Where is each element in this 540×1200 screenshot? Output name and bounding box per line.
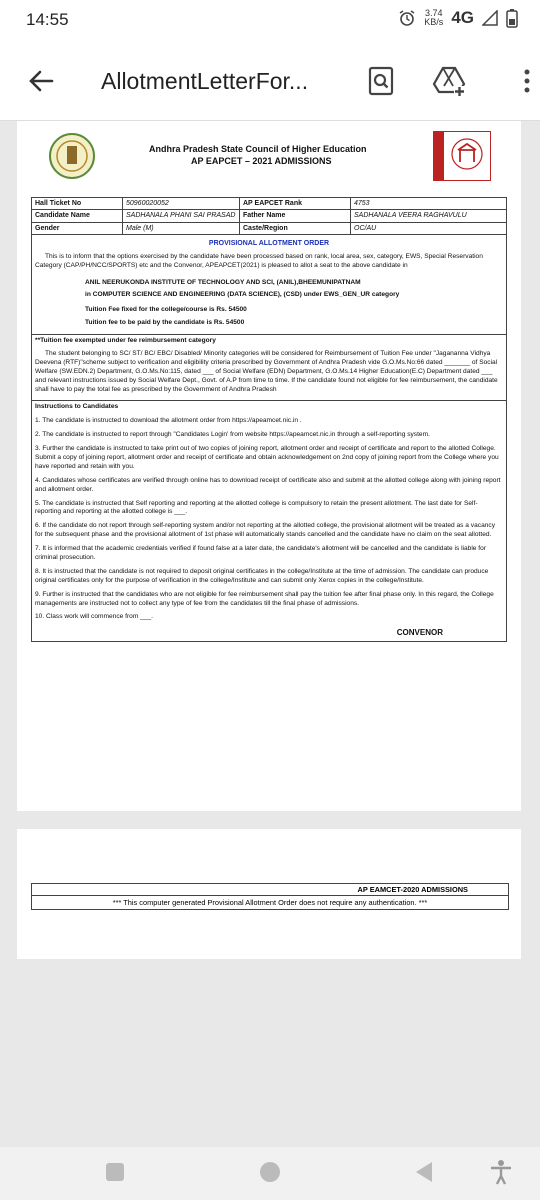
battery-icon <box>506 8 518 28</box>
pdf-viewer[interactable] <box>0 121 540 1147</box>
gender-label: Gender <box>32 222 123 234</box>
status-time: 14:55 <box>26 10 69 29</box>
reimbursement-paragraph: The student belonging to SC/ ST/ BC/ EBC/ Disabled/ Minority categories will be considered for Reimbursement of Tuition Fee under "Jagananna Vidhya Deevena (RTF)"scheme subject to verification and eligibility criteria prescribed by Government of Andhra Pradesh vide G.O.Ms.No:66 dated _______ of Social Welfare (SW.EDN.2) Department, G.O.Ms.No:115, dated ___ of Social Welfare (EDN) Department, G.O.Ms.14 Higher Education(E.C) Department dated ___ and relevant instructions issued by Social Welfare Dept., Govt. of A.P from time to time. If the candidate found not eligible for fee reimbursement, the candidate shall have to pay the total fee as prescribed by the Government of Andhra Pradesh <box>35 349 498 393</box>
candidate-name-label: Candidate Name <box>32 210 123 222</box>
table-row <box>32 198 507 210</box>
table-row <box>32 210 507 222</box>
back-nav-icon[interactable] <box>410 1157 440 1187</box>
allotment-section <box>31 235 507 335</box>
tuition-fee-to-pay: Tuition fee to be paid by the candidate is Rs. 54500 <box>85 319 245 327</box>
fee-exempt-note: **Tuition fee exempted under fee reimbursement category <box>35 337 216 345</box>
instruction-item: 10. Class work will commence from ___. <box>35 613 153 621</box>
instructions-section <box>31 401 507 642</box>
instruction-item: 7. It is informed that the academic credentials verified if found false at a later date, the candidate's allotment will be cancelled and the candidate is liable for criminal prosecution. <box>35 545 486 562</box>
hall-ticket-value: 50960020052 <box>123 198 240 210</box>
apsche-logo-icon <box>433 131 491 181</box>
instruction-item: 8. It is instructed that the candidate is not required to deposit original certificates in the college/Institute at the time of admission. The candidate can produce original certificates only for the purpose of verification in the college/Institute and can submit only Xerox copies in the college/Institute. <box>35 567 489 584</box>
home-icon[interactable] <box>255 1157 285 1187</box>
gender-value: Male (M) <box>123 222 240 234</box>
instruction-item: 2. The candidate is instructed to report through "Candidates Login' from website https://apeamcet.nic.in through a self-reporting system. <box>35 431 430 439</box>
network-speed: 3.74 KB/s <box>424 8 444 27</box>
caste-region-label: Caste/Region <box>240 222 351 234</box>
add-to-drive-icon[interactable] <box>432 64 466 98</box>
admissions-title: AP EAPCET – 2021 ADMISSIONS <box>191 156 332 166</box>
table-row <box>32 222 507 234</box>
pdf-page-2 <box>17 829 521 959</box>
document-title: AllotmentLetterFor... <box>101 68 309 94</box>
recent-apps-icon[interactable] <box>100 1157 130 1187</box>
arrow-back-icon[interactable] <box>24 64 58 98</box>
allotted-college: ANIL NEERUKONDA INSTITUTE OF TECHNOLOGY AND SCI, (ANIL),BHEEMUNIPATNAM <box>85 278 361 286</box>
allotment-letter <box>31 131 507 642</box>
rank-value: 4753 <box>351 198 507 210</box>
page2-footer-box <box>31 883 509 910</box>
order-title: PROVISIONAL ALLOTMENT ORDER <box>208 240 330 248</box>
accessibility-icon[interactable] <box>488 1157 514 1187</box>
system-nav-bar <box>0 1147 540 1200</box>
status-icons <box>398 8 518 28</box>
pdf-page-1 <box>17 121 521 811</box>
reimbursement-section <box>31 335 507 401</box>
caste-region-value: OC/AU <box>351 222 507 234</box>
hall-ticket-label: Hall Ticket No <box>32 198 123 210</box>
tuition-fee-fixed: Tuition Fee fixed for the college/course is Rs. 54500 <box>85 306 247 314</box>
signal-icon <box>482 10 498 26</box>
instruction-item: 6. If the candidate do not report through self-reporting system and/or not reporting at the allotted college, the provisional allotment will be treated as a vacancy for the subsequent phase and the provisional allotment of 1st phase will automatically stands cancelled and the candidate have no claim on the seat allotted. <box>35 522 495 539</box>
father-name-value: SADHANALA VEERA RAGHAVULU <box>351 210 507 222</box>
candidate-info-table <box>31 197 507 235</box>
council-name: Andhra Pradesh State Council of Higher Education <box>149 144 367 154</box>
ap-government-emblem-icon <box>47 131 97 181</box>
instruction-item: 1. The candidate is instructed to download the allotment order from https://apeamcet.nic.in . <box>35 417 302 425</box>
search-document-icon[interactable] <box>364 64 398 98</box>
app-bar <box>0 42 540 121</box>
more-vert-icon[interactable] <box>522 64 532 98</box>
instruction-item: 5. The candidate is instructed that Self reporting and reporting at the allotted college is compulsory to retain the present allotment. The last date for Self-reporting and reporting at the allotted college is ___. <box>35 499 478 516</box>
authentication-note: *** This computer generated Provisional Allotment Order does not require any authentication. *** <box>112 898 428 907</box>
father-name-label: Father Name <box>240 210 351 222</box>
status-bar <box>0 0 540 42</box>
instruction-item: 4. Candidates whose certificates are verified through online has to download receipt of certificate also and submit at the allotted college along with joining report and allotment order. <box>35 476 501 493</box>
convenor-signature: CONVENOR <box>396 628 443 638</box>
allotted-course: in COMPUTER SCIENCE AND ENGINEERING (DATA SCIENCE), (CSD) under EWS_GEN_UR category <box>85 291 400 299</box>
letter-header <box>31 131 507 183</box>
instruction-item: 9. Further is instructed that the candidates who are not eligible for fee reimbursement shall pay the tuition fee after final phase only. In this regard, the College managements are instructed not to collect any type of fee from the candidates till the final phase of admissions. <box>35 590 494 607</box>
intro-paragraph: This is to inform that the options exercised by the candidate have been processed based on rank, local area, sex, category, EWS, Special Reservation Category (CAP/PH/NCC/SPORTS) etc and the Convenor, APEAPCET(2021) is pleased to allot a seat to the above candidate in <box>35 252 483 269</box>
alarm-icon <box>398 9 416 27</box>
network-type: 4G <box>451 8 474 27</box>
page2-header: AP EAMCET-2020 ADMISSIONS <box>32 884 508 896</box>
instructions-title: Instructions to Candidates <box>35 403 119 411</box>
rank-label: AP EAPCET Rank <box>240 198 351 210</box>
instruction-item: 3. Further the candidate is instructed to take print out of two copies of joining report, allotment order and receipt of certificate and report to the allotted College. Submit a copy of joining report, allotment order and receipt of certificate and obtain acknowledgement on 2nd copy of joining report from the College where you have reported and retain with you. <box>35 445 499 470</box>
candidate-name-value: SADHANALA PHANI SAI PRASAD <box>123 210 240 222</box>
